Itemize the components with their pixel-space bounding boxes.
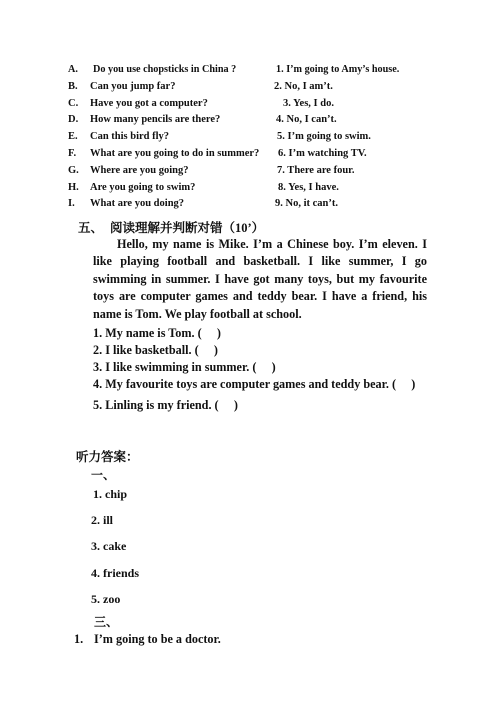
question-letter: B. (68, 80, 78, 92)
true-false-item: 1. My name is Tom. ( ) (93, 326, 221, 340)
answer-text: 3. Yes, I do. (283, 97, 334, 109)
matching-row (68, 64, 488, 81)
answer-text: 9. No, it can’t. (275, 198, 338, 210)
question-text: Where are you going? (90, 164, 189, 176)
answer-number: 1. (74, 632, 84, 646)
reading-passage: Hello, my name is Mike. I’m a Chinese boy. I’m eleven. I like playing football and basketball. I like summer, I go swimming in summer. I have got many toys, but my favourite toys are computer games and teddy bear. I have a friend, his name is Tom. We play football at school. (93, 237, 427, 321)
section-heading-reading (78, 218, 264, 236)
matching-row (68, 198, 488, 215)
question-letter: I. (68, 198, 75, 210)
answer-text: I’m going to be a doctor. (94, 632, 221, 646)
answer-text: 7. There are four. (277, 164, 355, 176)
matching-row (68, 131, 488, 148)
true-false-item: 5. Linling is my friend. ( ) (93, 398, 238, 412)
matching-row (68, 98, 488, 115)
question-text: Can you jump far? (90, 80, 176, 92)
answer-text: 8. Yes, I have. (278, 181, 339, 193)
matching-row (68, 148, 488, 165)
matching-row (68, 182, 488, 199)
part-one-label: 一、 (91, 468, 116, 482)
matching-exercise (68, 64, 488, 215)
question-text: How many pencils are there? (90, 114, 221, 126)
listening-answer: 4. friends (91, 566, 139, 580)
question-letter: D. (68, 114, 79, 126)
question-text: Do you use chopsticks in China ? (93, 64, 237, 75)
true-false-item: 3. I like swimming in summer. ( ) (93, 360, 276, 374)
question-text: What are you doing? (90, 198, 185, 210)
listening-answer: 3. cake (91, 539, 127, 553)
section-title: 阅读理解并判断对错（10’） (110, 221, 265, 235)
listening-answer: 2. ill (91, 513, 114, 527)
question-text: Can this bird fly? (90, 131, 170, 143)
question-text: Have you got a computer? (90, 97, 208, 109)
true-false-item: 4. My favourite toys are computer games and teddy bear. ( ) (93, 377, 416, 391)
part-three-answer (74, 632, 221, 647)
question-letter: H. (68, 181, 79, 193)
section-number: 五、 (78, 221, 104, 235)
question-text: Are you going to swim? (90, 181, 196, 193)
question-letter: A. (68, 64, 78, 75)
true-false-item: 2. I like basketball. ( ) (93, 343, 218, 357)
question-text: What are you going to do in summer? (90, 147, 260, 159)
part-three-label: 三、 (94, 615, 119, 629)
matching-row (68, 114, 488, 131)
matching-row (68, 81, 488, 98)
answer-text: 1. I’m going to Amy’s house. (276, 64, 400, 75)
answer-text: 6. I’m watching TV. (278, 147, 367, 159)
question-letter: G. (68, 164, 79, 176)
listening-answer: 1. chip (93, 487, 128, 501)
question-letter: E. (68, 131, 78, 143)
answer-text: 4. No, I can’t. (276, 114, 337, 126)
question-letter: F. (68, 147, 77, 159)
listening-answer: 5. zoo (91, 592, 121, 606)
answer-text: 5. I’m going to swim. (277, 131, 371, 143)
listening-answers-title: 听力答案： (76, 450, 139, 464)
matching-row (68, 165, 488, 182)
question-letter: C. (68, 97, 79, 109)
answer-text: 2. No, I am’t. (274, 80, 333, 92)
